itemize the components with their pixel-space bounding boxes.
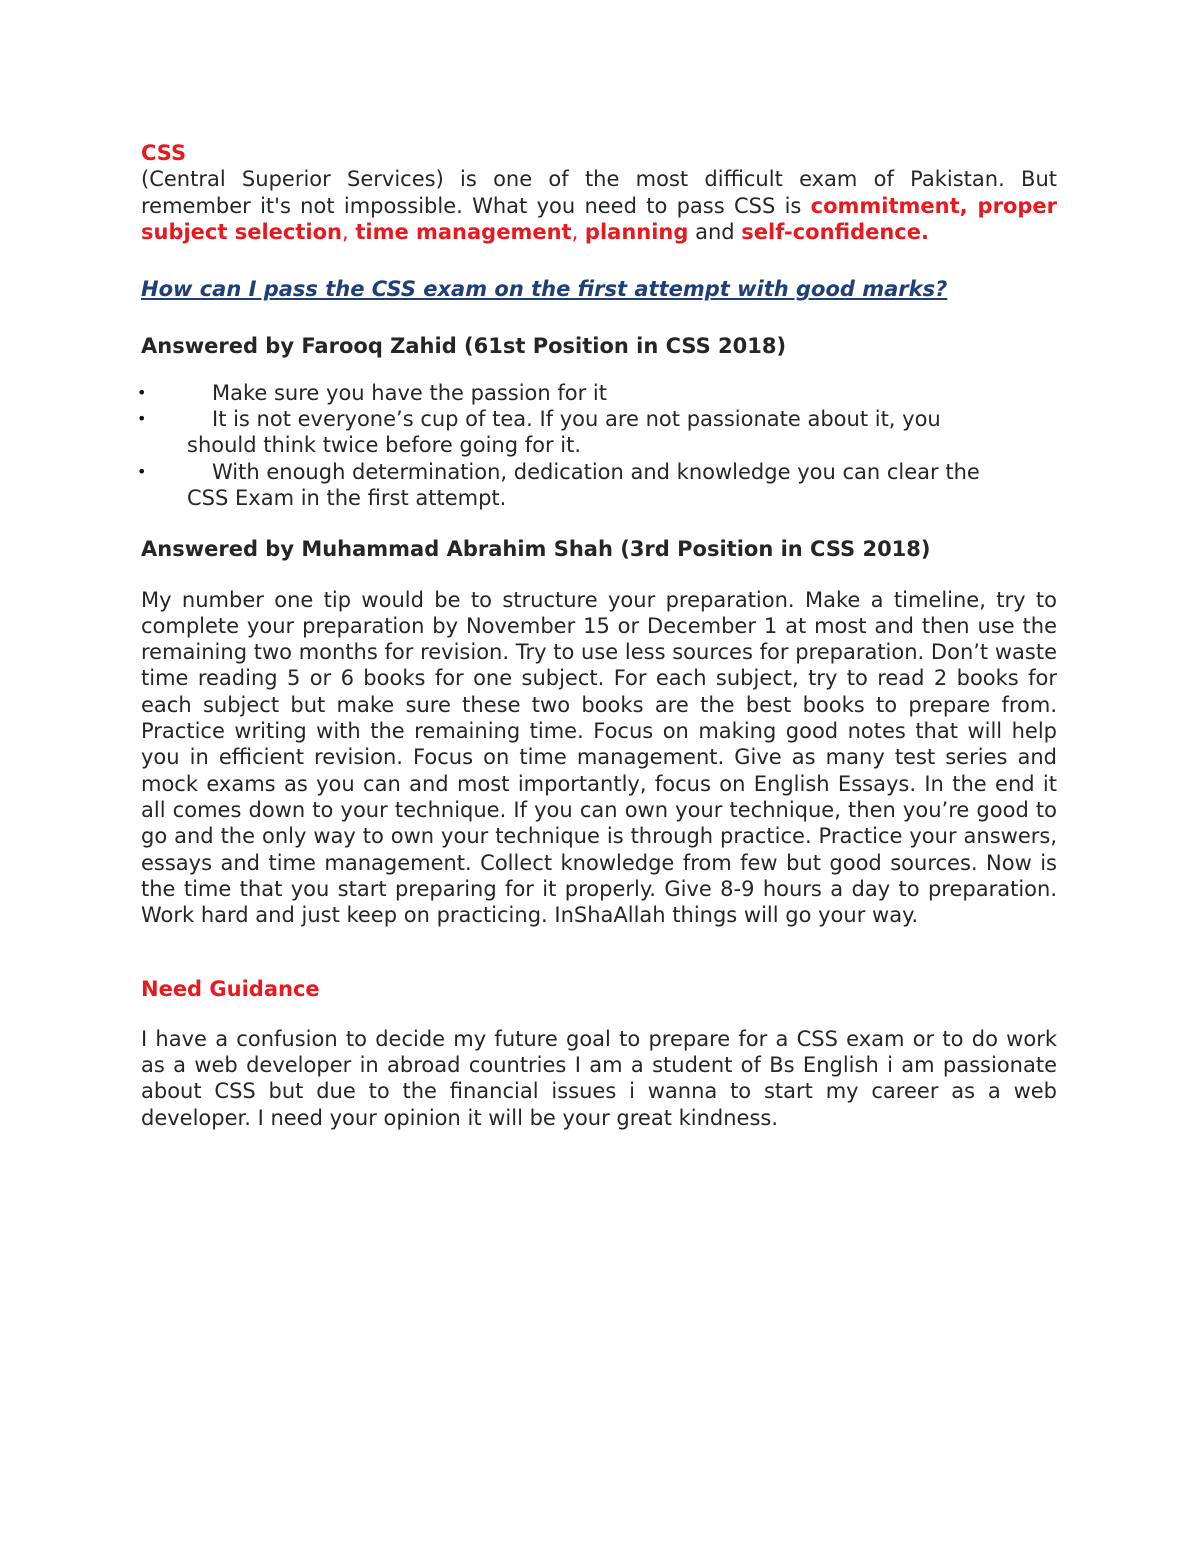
bullet-icon: •: [137, 409, 147, 429]
intro-key-time-management: time management: [355, 219, 572, 244]
bullet-list: [137, 380, 1011, 511]
answer-body-abrahim: My number one tip would be to structure your preparation. Make a timeline, try to complete your preparation by November 15 or December 1 at most and then use the remaining two months for revision. Try to use less sources for preparation. Don’t waste time reading 5 or 6 books for one subject. For each subject, try to read 2 books for each subject but make sure these two books are the best books to prepare from. Practice writing with the remaining time. Focus on making good notes that will help you in efficient revision. Focus on time management. Give as many test series and mock exams as you can and most importantly, focus on English Essays. In the end it all comes down to your technique. If you can own your technique, then you’re good to go and the only way to own your technique is through practice. Practice your answers, essays and time management. Collect knowledge from few but good sources. Now is the time that you start preparing for it properly. Give 8-9 hours a day to preparation. Work hard and just keep on practicing. InShaAllah things will go your way.: [141, 587, 1057, 928]
bullet-text: With enough determination, dedication and knowledge you can clear the CSS Exam in the first attempt.: [187, 459, 980, 510]
guidance-body: I have a confusion to decide my future goal to prepare for a CSS exam or to do work as a web developer in abroad countries I am a student of Bs English i am passionate about CSS but due to the financial issues i wanna to start my career as a web developer. I need your opinion it will be your great kindness.: [141, 1026, 1057, 1130]
bullet-icon: •: [137, 461, 147, 481]
intro-text: (Central Superior Services) is one of the most difficult exam of Pakistan. But remember it's not impossible. What you need to pass CSS is: [141, 167, 1057, 218]
intro-separator-2: ,: [571, 219, 585, 244]
list-item: [137, 459, 1011, 512]
guidance-heading: Need Guidance: [141, 977, 320, 1002]
list-item: [137, 406, 1011, 459]
bullet-text: Make sure you have the passion for it: [212, 380, 607, 405]
doc-title: CSS: [141, 141, 187, 165]
document-body: [137, 140, 1057, 1131]
intro-separator-3: and: [688, 219, 742, 244]
question-link[interactable]: How can I pass the CSS exam on the first attempt with good marks?: [141, 277, 948, 302]
intro-separator-1: ,: [341, 219, 356, 244]
intro-key-planning: planning: [584, 219, 689, 244]
answer-heading-farooq: Answered by Farooq Zahid (61st Position in CSS 2018): [141, 334, 787, 359]
answer-heading-abrahim: Answered by Muhammad Abrahim Shah (3rd Position in CSS 2018): [141, 537, 931, 562]
intro-paragraph: [141, 166, 1057, 245]
intro-key-commitment: commitment, proper subject selection: [141, 193, 1057, 244]
intro-key-self-confidence: self-confidence.: [741, 219, 929, 244]
bullet-icon: •: [137, 382, 147, 402]
list-item: [137, 380, 1011, 406]
bullet-text: It is not everyone’s cup of tea. If you are not passionate about it, you should think twice before going for it.: [187, 407, 941, 458]
